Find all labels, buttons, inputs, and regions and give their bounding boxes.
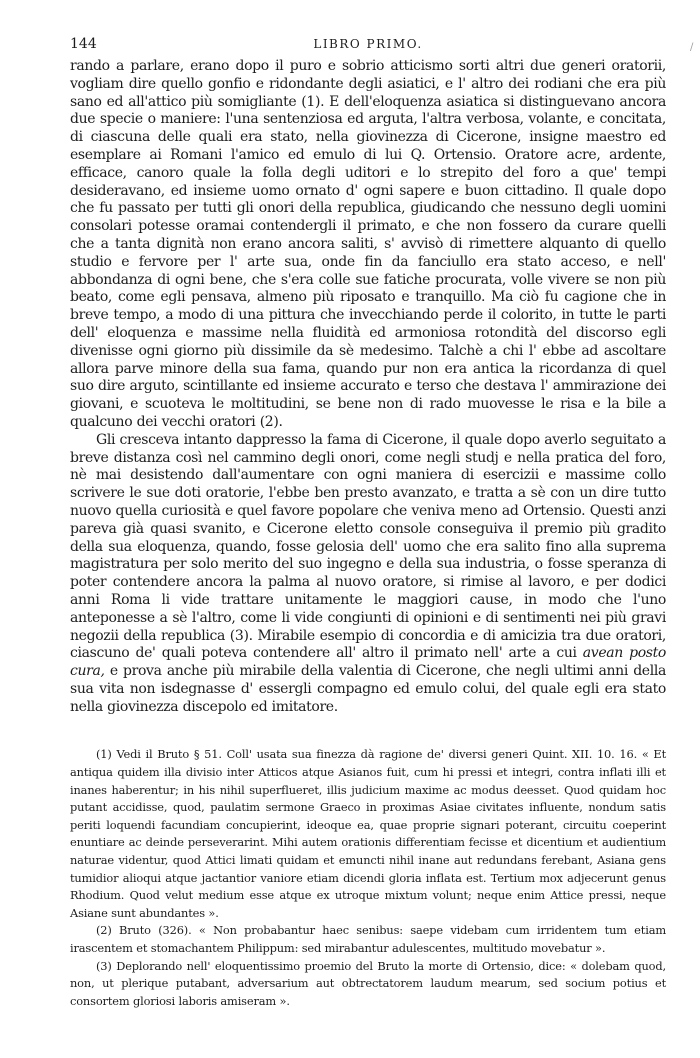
- page-corner-mark: /: [690, 42, 694, 53]
- footnote-1: (1) Vedi il Bruto § 51. Coll' usata sua finezza dà ragione de' diversi generi Quint. XII. 10. 16. « Et antiqua quidem illa divisio inter Atticos atque Asianos fuit, cum hi pressi et integri, contra inflati illi et inanes haberentur; in his nihil superflueret, illis judicium maxime ac modus deesset. Quod quidam hoc putant accidisse, quod, paulatim sermone Graeco in proximas Asiae civitates influente, nondum satis periti loquendi facundiam concupierint, ideoque ea, quae proprie signari poterant, circuitu coeperint enuntiare ac deinde perseverarint. Mihi autem orationis differentiam fecisse et dicentium et audientium naturae videntur, quod Attici limati quidam et emuncti nihil inane aut redundans ferebant, Asiana gens tumidior alioqui atque jactantior vaniore etiam dicendi gloria inflata est. Tertium mox adjecerunt genus Rhodium. Quod velut medium esse atque ex utroque mixtum volunt; neque enim Attice pressi, neque Asiane sunt abundantes ».: [70, 747, 666, 920]
- main-text: [70, 58, 666, 716]
- footnote-3: (3) Deplorando nell' eloquentissimo proemio del Bruto la morte di Ortensio, dice: « dolebam quod, non, ut plerique putabant, adversarium aut obtrectatorem laudum mearum, sed socium potius et consortem gloriosi laboris amiseram ».: [70, 958, 666, 1008]
- footnotes: [70, 746, 666, 1010]
- running-header: [70, 36, 666, 56]
- paragraph-1: rando a parlare, erano dopo il puro e sobrio atticismo sorti altri due generi oratorii, vogliam dire quello gonfio e ridondante degli asiatici, e l' altro dei rodiani che era più sano ed all'attico più somigliante (1). E dell'eloquenza asiatica si distinguevano ancora due specie o maniere: l'una sentenziosa ed arguta, l'altra verbosa, volante, e concitata, di ciascuna delle quali era stato, nella giovinezza di Cicerone, insigne maestro ed esemplare ai Romani l'amico ed emulo di lui Q. Ortensio. Oratore acre, ardente, efficace, canoro quale la folla degli uditori e lo strepito del foro a que' tempi desideravano, ed insieme uomo ornato d' ogni sapere e buon cittadino. Il quale dopo che fu passato per tutti gli onori della republica, giudicando che nessuno degli uomini consolari potesse oramai contendergli il primato, e che non fossero da curare quelli che a tanta dignità non erano ancora saliti, s' avvisò di rimettere alquanto di quello studio e fervore per l' arte sua, onde fin da fanciullo era stato acceso, e nell' abbondanza di ogni bene, che s'era colle sue fatiche procurata, volle vivere se non più beato, come egli pensava, almeno più riposato e tranquillo. Ma ciò fu cagione che in breve tempo, a modo di una pittura che invecchiando perde il colorito, in tutte le parti dell' eloquenza e massime nella fluidità ed armoniosa rotondità del discorso egli divenisse ogni giorno più dissimile da sè medesimo. Talchè a chi l' ebbe ad ascoltare allora parve minore della sua fama, quando pur non era antica la ricordanza di quel suo dire arguto, scintillante ed insieme accurato e terso che destava l' ammirazione dei giovani, e scuoteva le moltitudini, se bene non di rado muovesse le risa e la bile a qualcuno dei vecchi oratori (2).: [70, 58, 666, 430]
- running-title: LIBRO PRIMO.: [313, 37, 423, 51]
- paragraph-2-text-b: e prova anche più mirabile della valentia di Cicerone, che negli ultimi anni della sua vita non isdegnasse d' essergli compagno ed emulo colui, del quale egli era stato nella giovinezza discepolo ed imitatore.: [70, 663, 666, 715]
- paragraph-2: [70, 432, 666, 717]
- page-number: 144: [70, 36, 97, 52]
- footnote-2: (2) Bruto (326). « Non probabantur haec senibus: saepe videbam cum irridentem tum etiam irascentem et stomachantem Philippum: sed mirabantur adulescentes, multitudo movebatur ».: [70, 923, 666, 956]
- paragraph-2-italic-phrase: avean posto cura,: [70, 645, 666, 680]
- paragraph-2-text-a: Gli cresceva intanto dappresso la fama di Cicerone, il quale dopo averlo seguitato a breve distanza così nel cammino degli onori, come negli studj e nella pratica del foro, nè mai desistendo dall'aumentare con ogni maniera di esercizii e massime collo scrivere le sue doti oratorie, l'ebbe ben presto avanzato, e tratta a sè con un dire tutto nuovo quella curiosità e quel favore popolare che veniva meno ad Ortensio. Questi anzi pareva già quasi svanito, e Cicerone eletto console conseguiva il premio più gradito della sua eloquenza, quando, fosse gelosia dell' uomo che era salito fino alla suprema magistratura per solo merito del suo ingegno e della sua industria, o fosse speranza di poter contendere ancora la palma al nuovo oratore, si rimise al lavoro, e per dodici anni Roma li vide trattare unitamente le maggiori cause, in modo che l'uno anteponesse a sè l'altro, come li vide congiunti di opinioni e di sentimenti nei più gravi negozii della republica (3). Mirabile esempio di concordia e di amicizia tra due oratori, ciascuno de' quali poteva contendere all' altro il primato nell' arte a cui: [70, 431, 666, 662]
- book-page: [70, 36, 666, 1010]
